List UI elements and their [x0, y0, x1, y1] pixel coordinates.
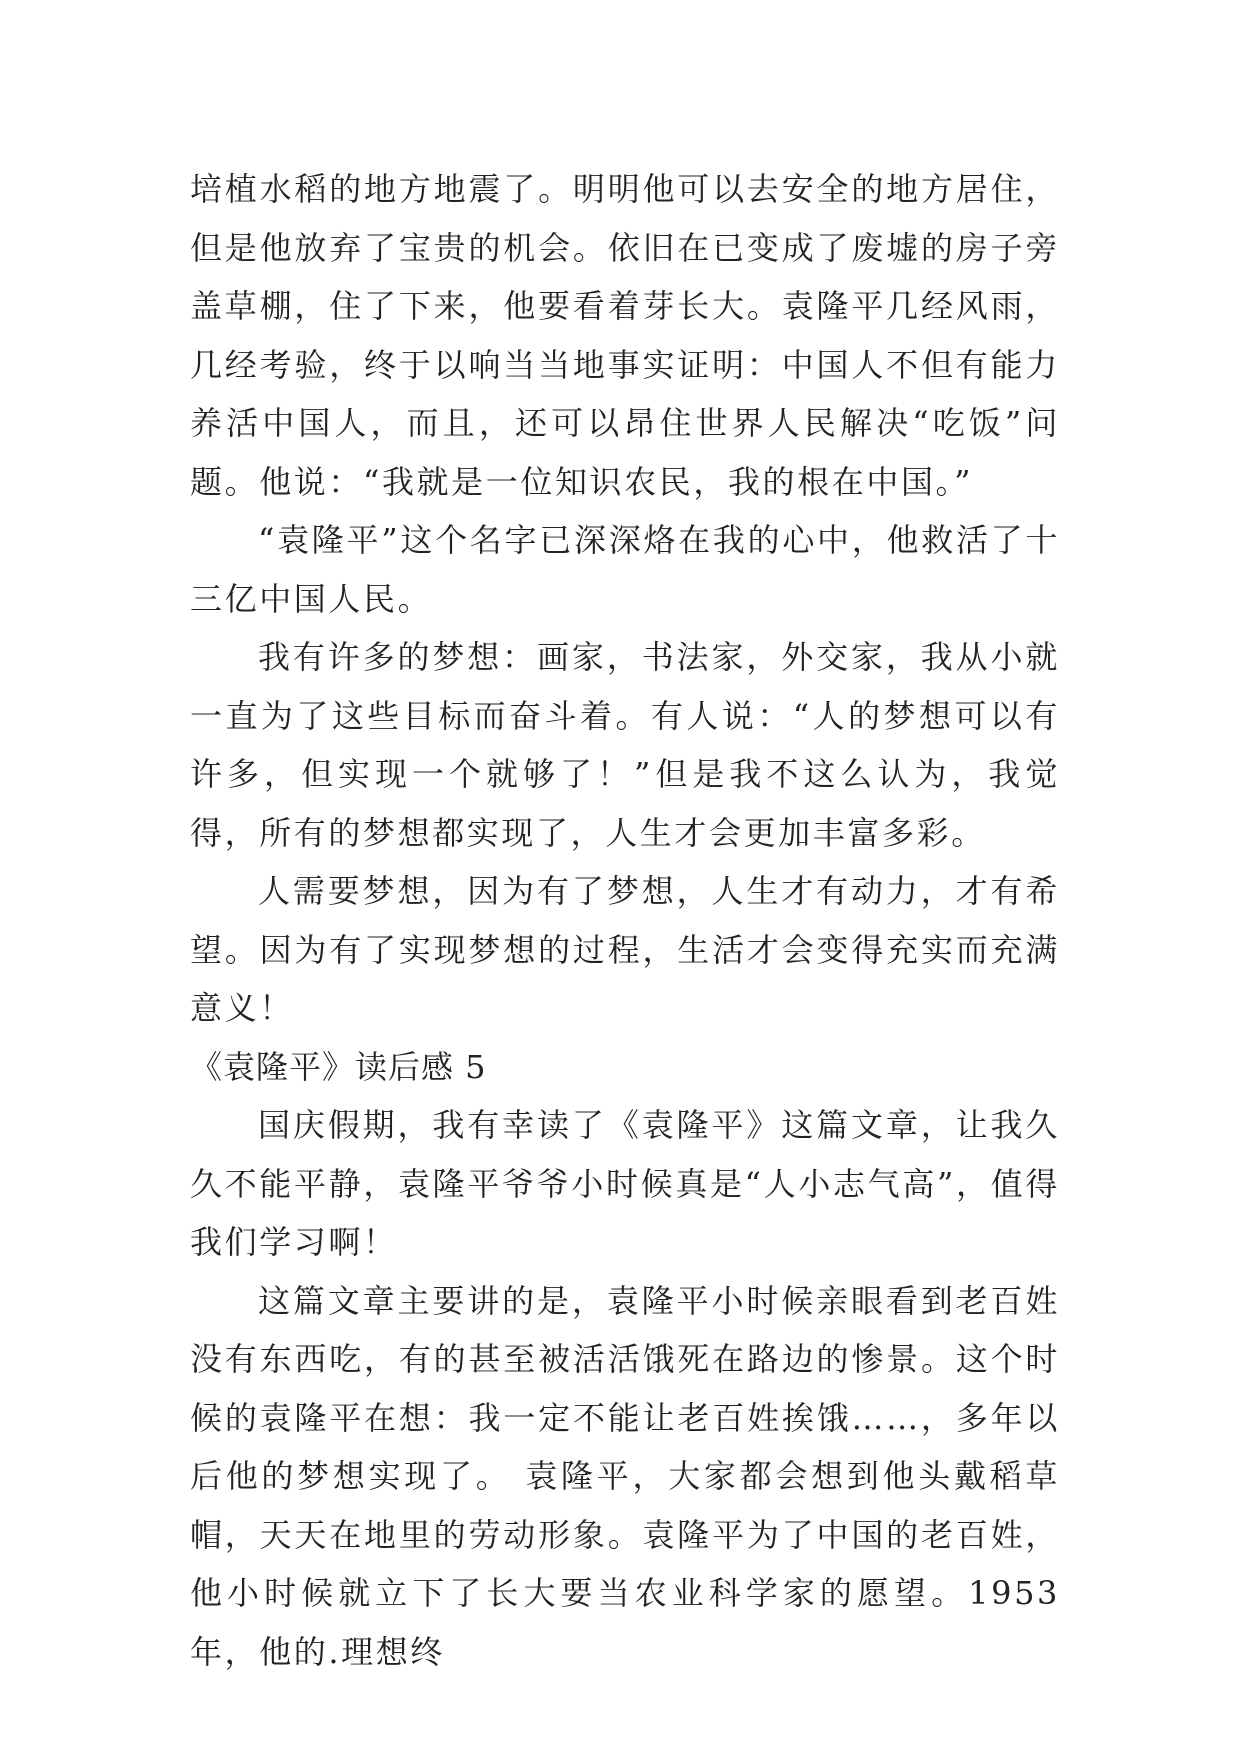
paragraph: 人需要梦想，因为有了梦想，人生才有动力，才有希望。因为有了实现梦想的过程，生活才会变得充实而充满意义！: [190, 872, 1060, 1027]
paragraph: 国庆假期，我有幸读了《袁隆平》这篇文章，让我久久不能平静，袁隆平爷爷小时候真是“人小志气高”，值得我们学习啊！: [190, 1106, 1060, 1261]
paragraph: 我有许多的梦想：画家，书法家，外交家，我从小就一直为了这些目标而奋斗着。有人说：“人的梦想可以有许多，但实现一个就够了！”但是我不这么认为，我觉得，所有的梦想都实现了，人生才会更加丰富多彩。: [190, 638, 1060, 852]
document-body: [190, 160, 1060, 1681]
paragraph-continued: 培植水稻的地方地震了。明明他可以去安全的地方居住，但是他放弃了宝贵的机会。依旧在已变成了废墟的房子旁盖草棚，住了下来，他要看着芽长大。袁隆平几经风雨，几经考验，终于以响当当地事实证明：中国人不但有能力养活中国人，而且，还可以昂住世界人民解决“吃饭”问题。他说：“我就是一位知识农民，我的根在中国。”: [190, 170, 1060, 501]
paragraph: “袁隆平”这个名字已深深烙在我的心中，他救活了十三亿中国人民。: [190, 521, 1060, 618]
section-heading: 《袁隆平》读后感 5: [190, 1047, 487, 1086]
paragraph: 这篇文章主要讲的是，袁隆平小时候亲眼看到老百姓没有东西吃，有的甚至被活活饿死在路边的惨景。这个时候的袁隆平在想：我一定不能让老百姓挨饿……，多年以后他的梦想实现了。 袁隆平，大家都会想到他头戴稻草帽，天天在地里的劳动形象。袁隆平为了中国的老百姓，他小时候就立下了长大要当农业科学家的愿望。1953 年，他的.理想终: [190, 1281, 1060, 1671]
